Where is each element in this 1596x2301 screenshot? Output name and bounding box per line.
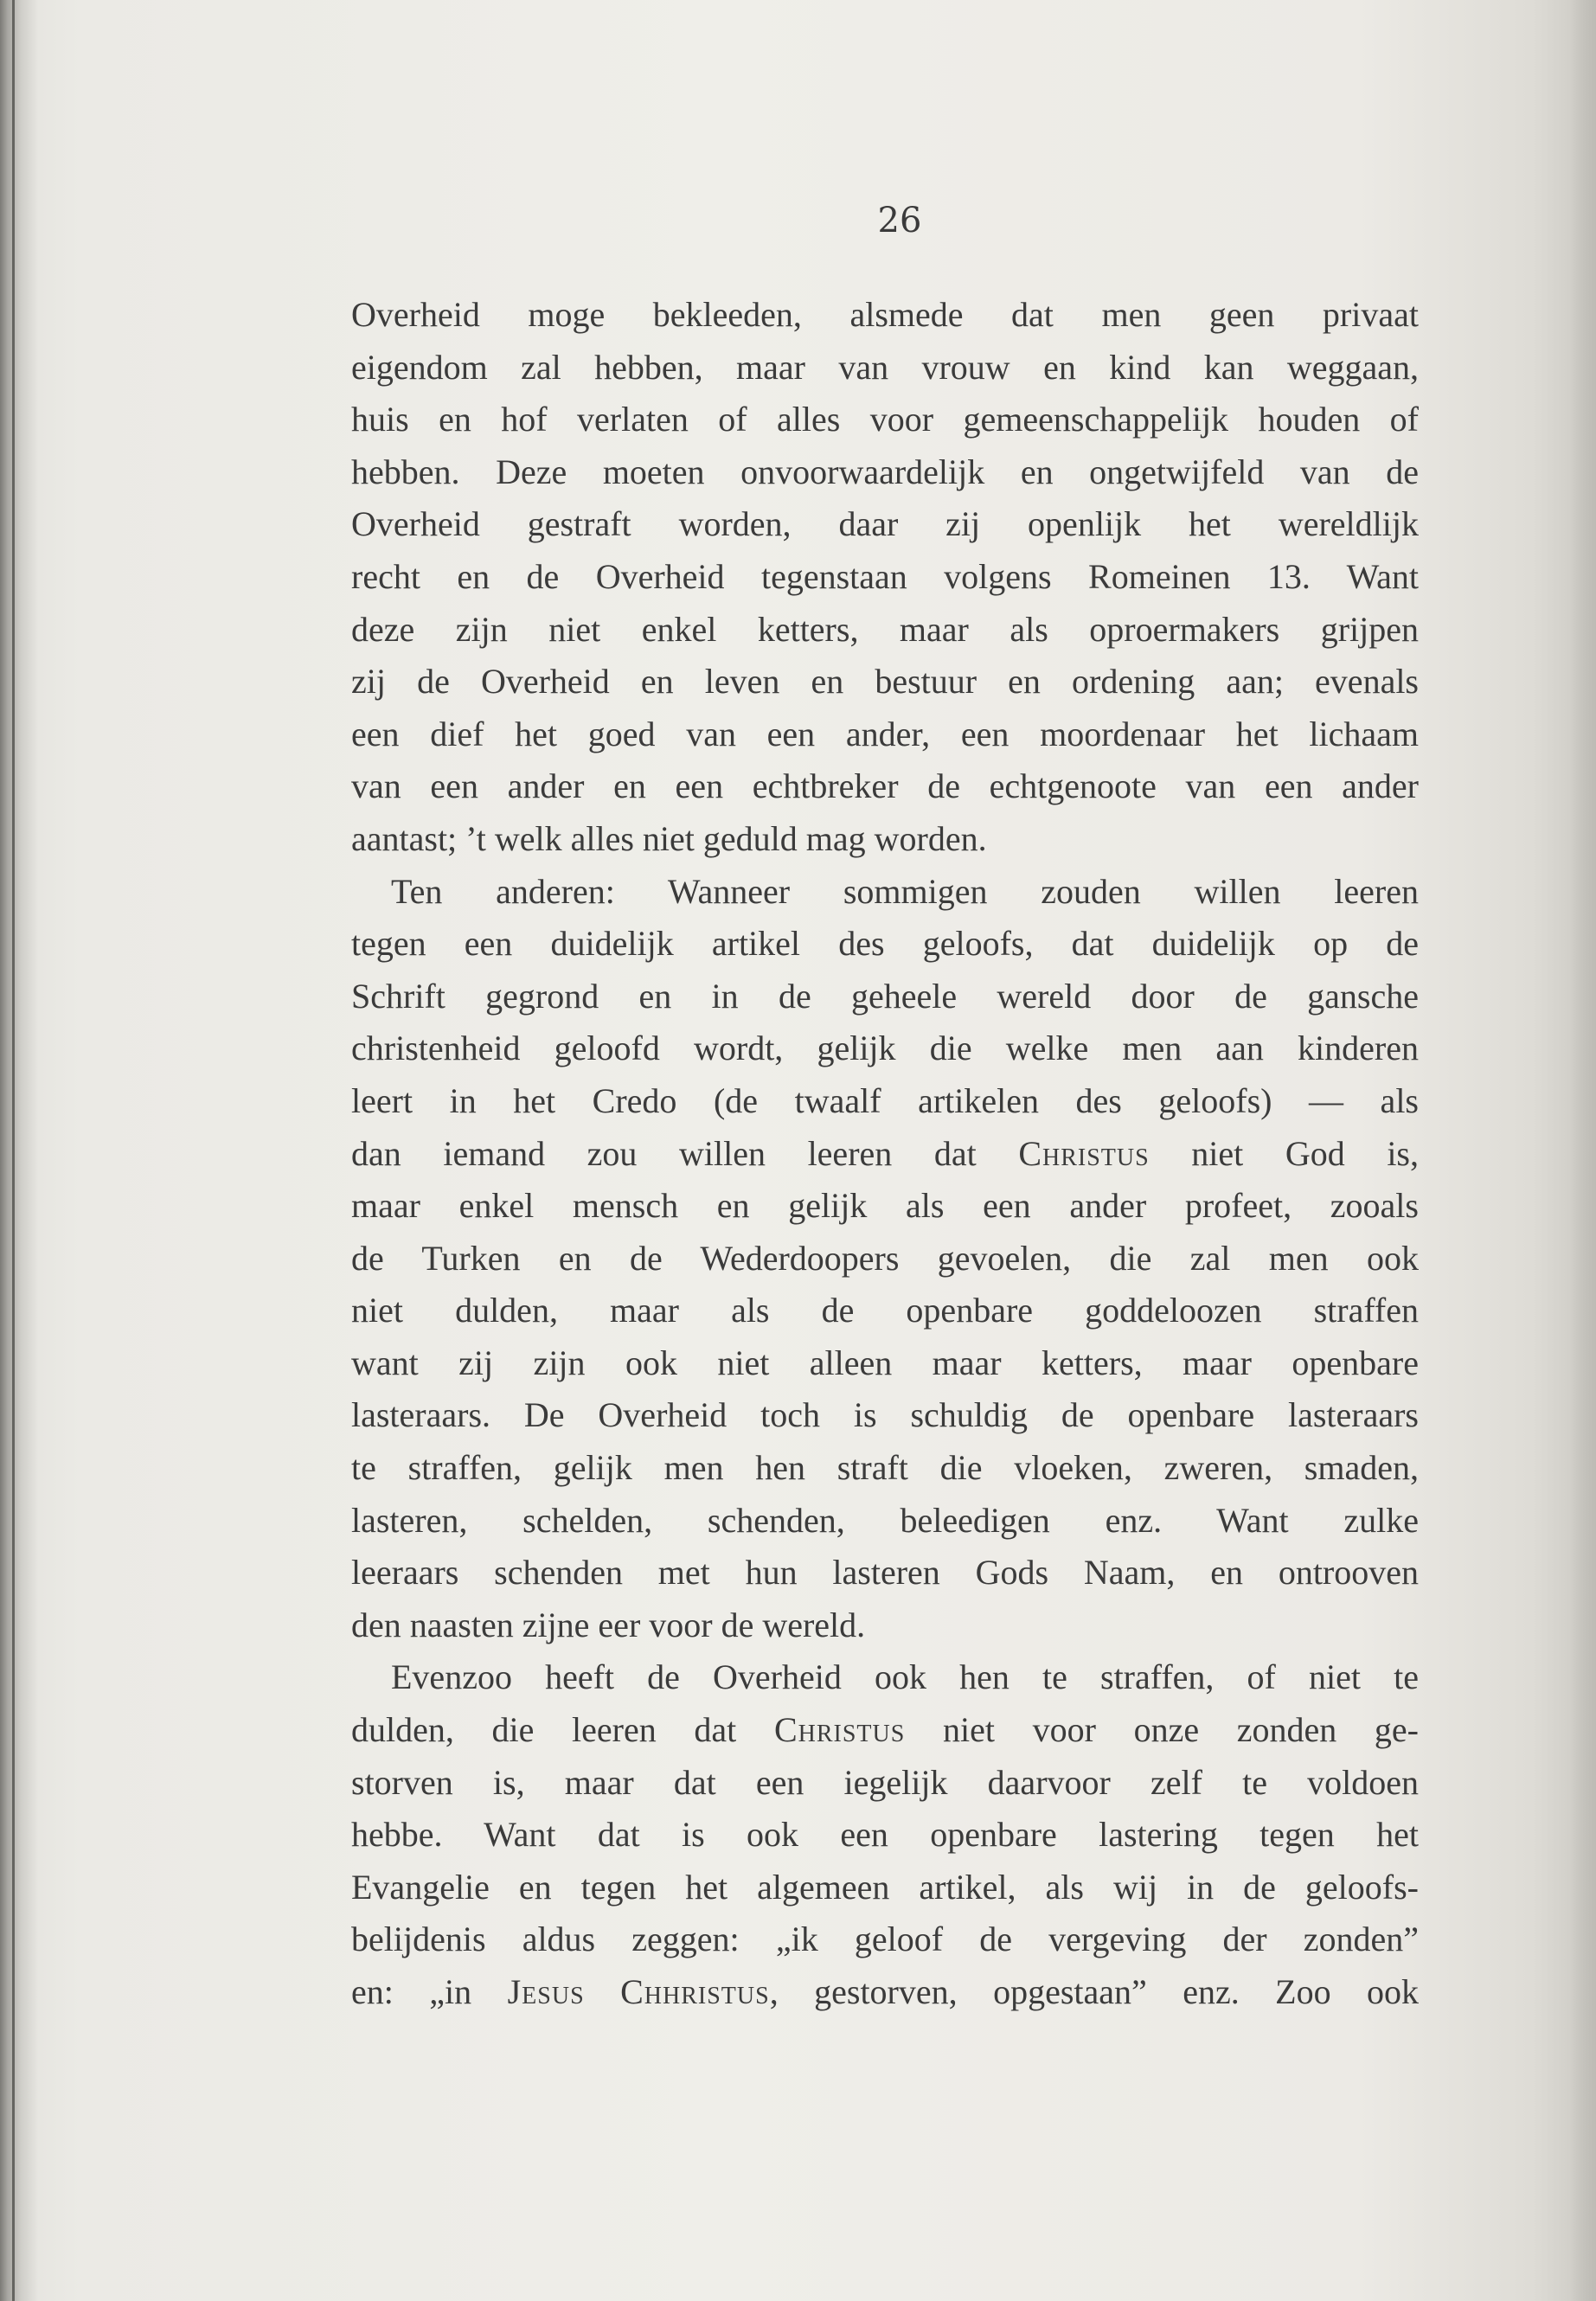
page-number: 26 — [877, 201, 922, 240]
text-line: Overheid moge bekleeden, alsmede dat men geen privaat — [351, 295, 1419, 334]
text-fragment: , gestorven, opgestaan” enz. Zoo ook — [769, 1972, 1419, 2011]
text-line — [351, 1128, 1419, 1181]
text-line: lasteren, schelden, schenden, beleedigen enz. Want zulke — [351, 1500, 1419, 1540]
paragraph-2 — [351, 866, 1419, 1652]
text-line: Ten anderen: Wanneer sommigen zouden willen leeren — [391, 871, 1419, 911]
text-line: de Turken en de Wederdoopers gevoelen, die zal men ook — [351, 1238, 1419, 1278]
text-line: want zij zijn ook niet alleen maar ketters, maar openbare — [351, 1343, 1419, 1382]
text-line: aantast; ’t welk alles niet geduld mag worden. — [351, 818, 987, 858]
text-line: hebben. Deze moeten onvoorwaardelijk en ongetwijfeld van de — [351, 452, 1419, 491]
text-fragment: niet God is, — [1149, 1133, 1419, 1173]
text-line: zij de Overheid en leven en bestuur en ordening aan; evenals — [351, 662, 1419, 702]
spine-line — [12, 0, 15, 2301]
text-line: maar enkel mensch en gelijk als een ander profeet, zooals — [351, 1186, 1419, 1226]
text-line: leert in het Credo (de twaalf artikelen des geloofs) — als — [351, 1080, 1419, 1120]
name-christus: Christus — [773, 1710, 906, 1750]
text-line: huis en hof verlaten of alles voor gemeenschappelijk houden of — [351, 400, 1419, 439]
text-line: eigendom zal hebben, maar van vrouw en kind kan weggaan, — [351, 347, 1419, 387]
text-line: Evenzoo heeft de Overheid ook hen te straffen, of niet te — [391, 1657, 1419, 1697]
text-line: niet dulden, maar als de openbare goddeloozen straffen — [351, 1291, 1419, 1330]
text-line: den naasten zijne eer voor de wereld. — [351, 1605, 866, 1644]
paragraph-3 — [351, 1651, 1419, 2018]
text-fragment: niet voor onze zonden ge- — [905, 1710, 1419, 1750]
text-line: van een ander en een echtbreker de echtgenoote van een ander — [351, 766, 1419, 806]
text-line: Evangelie en tegen het algemeen artikel, als wij in de geloofs- — [351, 1867, 1419, 1907]
text-line: een dief het goed van een ander, een moordenaar het lichaam — [351, 714, 1419, 753]
text-line: leeraars schenden met hun lasteren Gods Naam, en ontrooven — [351, 1553, 1419, 1593]
spine-shadow — [0, 0, 38, 2301]
page-edge-shadow — [1570, 0, 1596, 2301]
name-christus: Christus — [1018, 1133, 1150, 1173]
name-christus: Chhristus — [620, 1972, 770, 2011]
text-fragment: dulden, die leeren dat — [351, 1710, 774, 1750]
text-line: christenheid geloofd wordt, gelijk die welke men aan kinderen — [351, 1029, 1419, 1068]
text-line: recht en de Overheid tegenstaan volgens Romeinen 13. Want — [351, 556, 1419, 596]
text-line: tegen een duidelijk artikel des geloofs, dat duidelijk op de — [351, 924, 1419, 964]
text-line — [351, 1704, 1419, 1757]
text-line: belijdenis aldus zeggen: „ik geloof de vergeving der zonden” — [351, 1920, 1419, 1959]
name-jesus: Jesus — [507, 1972, 585, 2011]
body-text — [351, 289, 1419, 2019]
text-fragment: dan iemand zou willen leeren dat — [351, 1133, 1019, 1173]
text-line: hebbe. Want dat is ook een openbare lastering tegen het — [351, 1815, 1419, 1855]
text-fragment: en: „in — [351, 1972, 508, 2011]
text-line: storven is, maar dat een iegelijk daarvoor zelf te voldoen — [351, 1762, 1419, 1802]
text-line: lasteraars. De Overheid toch is schuldig de openbare lasteraars — [351, 1395, 1419, 1435]
text-line: Overheid gestraft worden, daar zij openlijk het wereldlijk — [351, 504, 1419, 544]
paragraph-1 — [351, 289, 1419, 866]
text-line: deze zijn niet enkel ketters, maar als oproermakers grijpen — [351, 609, 1419, 649]
text-line: Schrift gegrond en in de geheele wereld door de gansche — [351, 976, 1419, 1016]
text-line — [351, 1966, 1419, 2019]
text-line: te straffen, gelijk men hen straft die vloeken, zweren, smaden, — [351, 1448, 1419, 1488]
